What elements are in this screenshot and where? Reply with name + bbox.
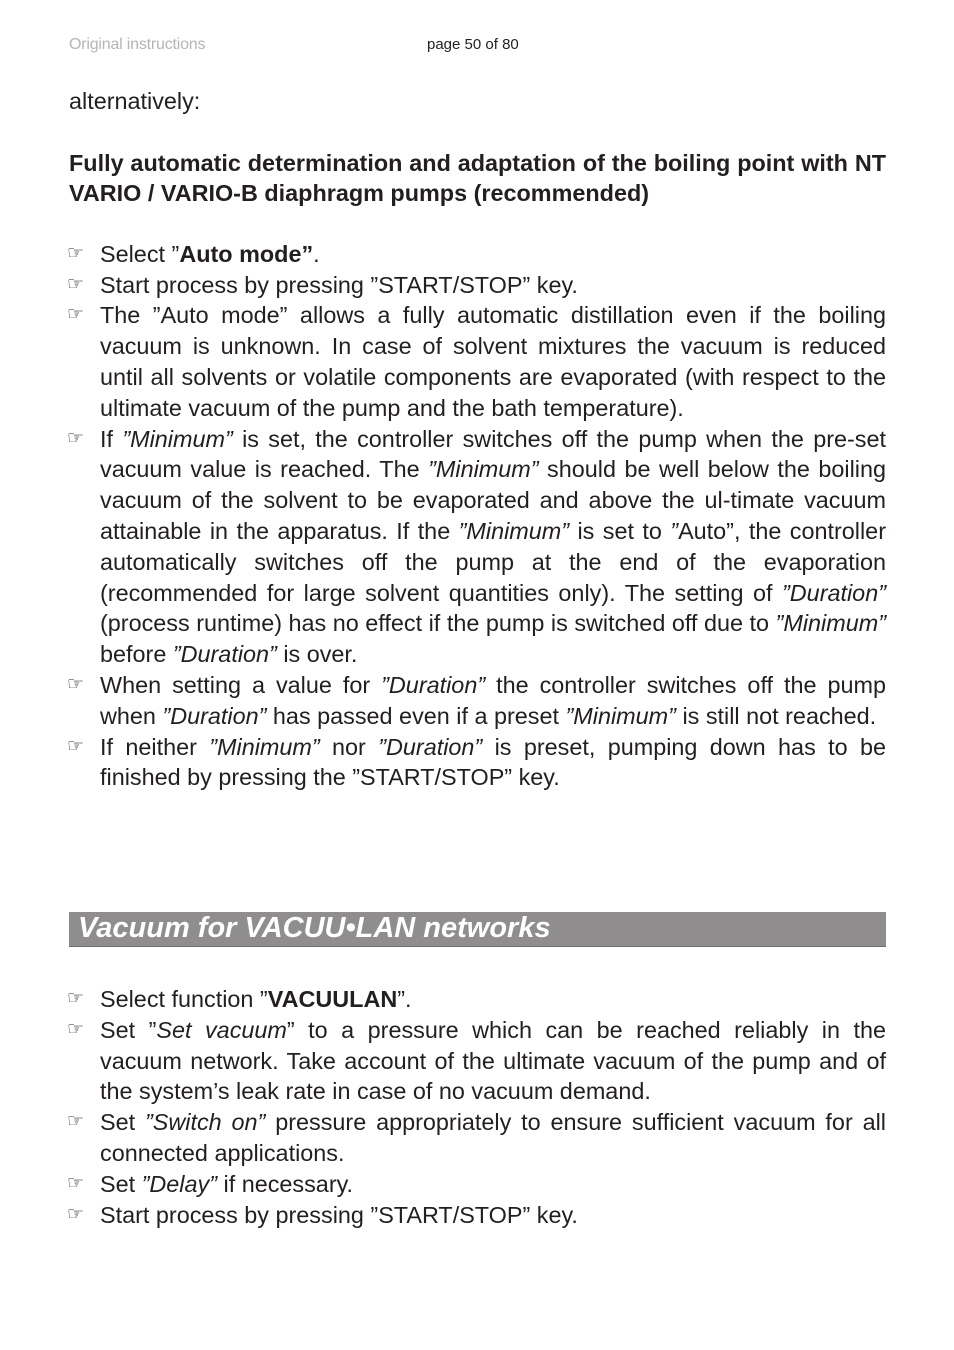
- list-item: ☞ The ”Auto mode” allows a fully automatic distillation even if the boiling vacuum is unknown. In case of solvent mixtures the vacuum is reduced until all solvents or volatile components are evaporated (with respect to the ultimate vacuum of the pump and the bath temperature).: [67, 302, 886, 421]
- header-document-type: Original instructions: [69, 36, 206, 53]
- section-title: Vacuum for VACUU•LAN networks: [78, 912, 551, 944]
- auto-mode-steps: [69, 239, 886, 793]
- pointing-hand-icon: ☞: [67, 988, 85, 1009]
- list-item: ☞ Select ”Auto mode”.: [69, 239, 886, 270]
- pointing-hand-icon: ☞: [67, 242, 85, 264]
- list-item: ☞ If neither ”Minimum” nor ”Duration” is preset, pumping down has to be finished by pressing the ”START/STOP” key.: [67, 733, 886, 791]
- pointing-hand-icon: ☞: [67, 273, 85, 295]
- list-item: ☞ Start process by pressing ”START/STOP” key.: [69, 270, 886, 301]
- pointing-hand-icon: ☞: [67, 1172, 85, 1194]
- vacuulan-steps: [69, 984, 886, 1230]
- section-header-bar: [69, 912, 886, 947]
- list-item: ☞ Select function ”VACUULAN”.: [69, 984, 886, 1015]
- list-item: ☞ Set ”Set vacuum” to a pressure which can be reached reliably in the vacuum network. Take account of the ultimate vacuum of the pump and of the system’s leak rate in case of no vacuum demand.: [67, 1016, 886, 1105]
- list-item: ☞ Start process by pressing ”START/STOP” key.: [69, 1200, 886, 1231]
- page-number: page 50 of 80: [427, 36, 519, 53]
- pointing-hand-icon: ☞: [67, 673, 85, 695]
- pointing-hand-icon: ☞: [67, 1111, 85, 1133]
- pointing-hand-icon: ☞: [67, 735, 85, 757]
- list-item: ☞ If ”Minimum” is set, the controller switches off the pump when the pre-set vacuum value is reached. The ”Minimum” should be well below the boiling vacuum of the solvent to be evaporated and above the ul-timate vacuum attainable in the apparatus. If the ”Minimum” is set to ”Auto”, the controller automatically switches off the pump at the end of the evaporation (recommended for large solvent quantities only). The setting of ”Duration” (process runtime) has no effect if the pump is switched off due to ”Minimum” before ”Duration” is over.: [67, 425, 886, 668]
- list-item: ☞ Set ”Delay” if necessary.: [69, 1169, 886, 1200]
- pointing-hand-icon: ☞: [67, 304, 85, 326]
- intro-text: alternatively:: [69, 88, 201, 114]
- main-content: [69, 86, 886, 793]
- vacuulan-content: [69, 984, 886, 1230]
- list-item: ☞ Set ”Switch on” pressure appropriately to ensure sufficient vacuum for all connected applications.: [67, 1109, 887, 1166]
- pointing-hand-icon: ☞: [67, 427, 85, 449]
- list-item: ☞ When setting a value for ”Duration” the controller switches off the pump when ”Duration” has passed even if a preset ”Minimum” is still not reached.: [67, 671, 886, 729]
- pointing-hand-icon: ☞: [67, 1018, 85, 1040]
- section-heading-auto-mode: Fully automatic determination and adaptation of the boiling point with NT VARIO / VARIO-B diaphragm pumps (recommended): [69, 149, 886, 206]
- pointing-hand-icon: ☞: [67, 1203, 85, 1225]
